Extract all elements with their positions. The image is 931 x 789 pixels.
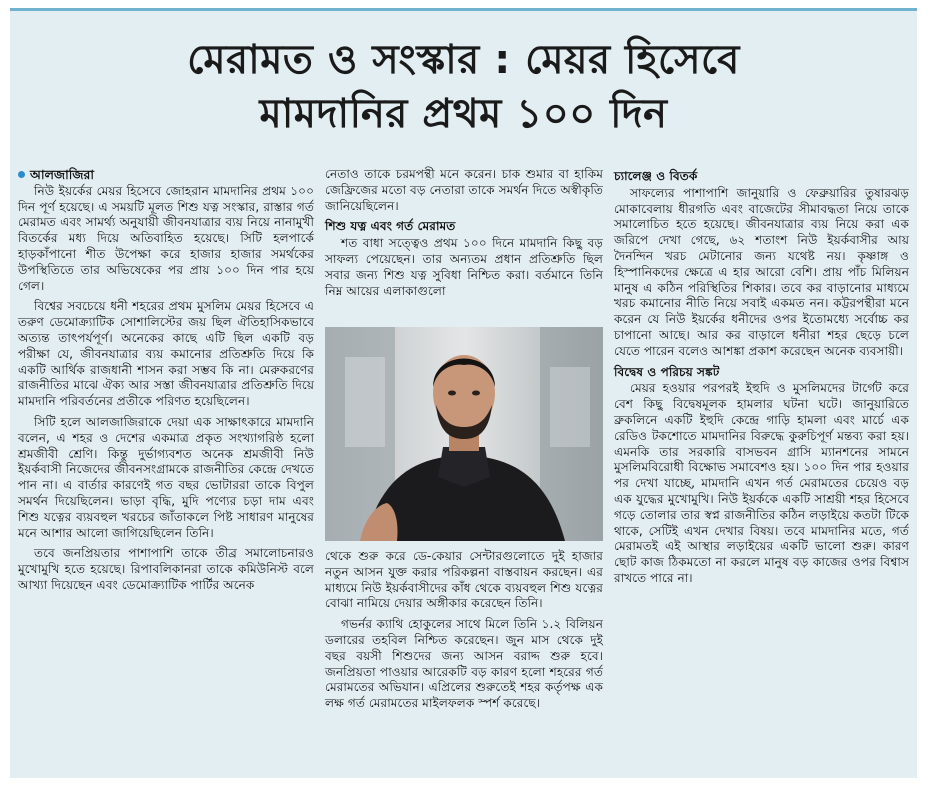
paragraph: থেকে শুরু করে ডে-কেয়ার সেন্টারগুলোতে দুই হাজার নতুন আসন যুক্ত করার পরিকল্পনা বাস্তবায়ন করছেন। এর মাধ্যমে নিউ ইয়র্কবাসীদের কাঁধ থেকে ব্যয়বহুল শিশু যত্নের বোঝা নামিয়ে দেয়ার অঙ্গীকার করেছেন তিনি। [325,549,603,611]
portrait-image [325,327,603,541]
headline [10,33,917,141]
column-1 [18,167,314,599]
paragraph: তবে জনপ্রিয়তার পাশাপাশি তাকে তীব্র সমালোচনারও মুখোমুখি হতে হয়েছে। রিপাবলিকানরা তাকে কমিউনিস্ট বলে আখ্যা দিয়েছেন এবং ডেমোক্র্যাটিক পার্টির অনেক [18,546,314,592]
headline-line-1: মেরামত ও সংস্কার : মেয়র হিসেবে [187,37,740,83]
paragraph: সাফল্যের পাশাপাশি জানুয়ারি ও ফেব্রুয়ারির তুষারঝড় মোকাবেলায় ধীরগতি এবং বাজেটের সীমাবদ্ধতা নিয়ে তাকে সমালোচিত হতে হয়েছে। জীবনযাত্রার ব্যয় নিয়ে করা এক জরিপে দেখা গেছে, ৬২ শতাংশ নিউ ইয়র্কবাসীর আয় দৈনন্দিন খরচ মেটানোর জন্য যথেষ্ট নয়। কৃষ্ণাঙ্গ ও হিস্পানিকদের ক্ষেত্রে এ হার আরো বেশি। প্রায় পাঁচ মিলিয়ন মানুষ এ কঠিন পরিস্থিতির শিকার। তবে কর বাড়ানোর মাধ্যমে খরচ কমানোর নীতি নিয়ে সবাই একমত নন। কট্টরপন্থীরা মনে করেন যে নিউ ইয়র্কের ধনীদের ওপর ইতোমধ্যে সর্বোচ্চ কর চাপানো আছে। আর কর বাড়ালে ধনীরা শহর ছেড়ে চলে যেতে পারেন বলেও আশঙ্কা প্রকাশ করেছেন অনেক ব্যবসায়ী। [614,185,909,358]
paragraph: শত বাধা সত্ত্বেও প্রথম ১০০ দিনে মামদানি কিছু বড় সাফল্য পেয়েছেন। তার অন্যতম প্রধান প্রতিশ্রুতি ছিল সবার জন্য শিশু যত্ন সুবিধা নিশ্চিত করা। বর্তমানে তিনি নিম্ন আয়ের এলাকাগুলো [325,236,603,298]
mayor-photo [325,327,603,541]
subheading-challenges: চ্যালেঞ্জ ও বিতর্ক [614,169,698,183]
byline-source: আলজাজিরা [30,167,94,182]
byline [18,167,314,183]
subheading-hate-identity: বিদ্বেষ ও পরিচয় সঙ্কট [614,364,720,379]
subheading-childcare: শিশু যত্ন এবং গর্ত মেরামত [325,219,456,234]
column-3 [614,167,909,592]
paragraph: নিউ ইয়র্কের মেয়র হিসেবে জোহরান মামদানির প্রথম ১০০ দিন পূর্ণ হয়েছে। এ সময়টি মূলত শিশু যত্ন সংস্কার, রাস্তার গর্ত মেরামত এবং সামর্থ্য অনুযায়ী জীবনযাত্রার ব্যয় নিয়ে নানামুখী বিতর্কের মধ্য দিয়ে অতিবাহিত হয়েছে। সিটি হলপার্কে হাড়কাঁপানো শীত উপেক্ষা করে হাজার হাজার সমর্থকের উপস্থিতিতে তার অভিষেকের পর প্রায় ১০০ দিন পার হয়ে গেল। [18,183,314,293]
paragraph: নেতাও তাকে চরমপন্থী মনে করেন। চাক শুমার বা হাকিম জেফ্রিজের মতো বড় নেতারা তাকে সমর্থন দিতে অস্বীকৃতি জানিয়েছিলেন। [325,167,603,213]
paragraph: গভর্নর ক্যাথি হোকুলের সাথে মিলে তিনি ১.২ বিলিয়ন ডলারের তহবিল নিশ্চিত করেছেন। জুন মাস থেকে দুই বছর বয়সী শিশুদের জন্য আসন বরাদ্দ শুরু হবে। জনপ্রিয়তা পাওয়ার আরেকটি বড় কারণ হলো শহরের গর্ত মেরামতের অভিযান। এপ্রিলের শুরুতেই শহর কর্তৃপক্ষ এক লক্ষ গর্ত মেরামতের মাইলফলক স্পর্শ করেছে। [325,617,603,711]
paragraph: সিটি হলে আলজাজিরাকে দেয়া এক সাক্ষাৎকারে মামদানি বলেন, এ শহর ও দেশের একমাত্র প্রকৃত সংখ্যাগরিষ্ঠ হলো শ্রমজীবী শ্রেণি। কিন্তু দুর্ভাগ্যবশত অনেক শ্রমজীবী নিউ ইয়র্কবাসী নিজেদের জীবনসংগ্রামকে রাজনীতির কেন্দ্রে দেখতে পান না। এ বার্তার কারণেই গত বছর ভোটাররা তাকে বিপুল সমর্থন দিয়েছিলেন। ভাড়া বৃদ্ধি, মুদি পণ্যের চড়া দাম এবং শিশু যত্নের ব্যয়বহুল খরচের জাঁতাকলে পিষ্ট সাধারণ মানুষের মনে আশার আলো জাগিয়েছিলেন তিনি। [18,414,314,540]
newspaper-clipping [10,8,917,778]
column-2-bottom [325,549,603,717]
headline-line-2: মামদানির প্রথম ১০০ দিন [259,91,668,137]
paragraph: বিশ্বের সবচেয়ে ধনী শহরের প্রথম মুসলিম মেয়র হিসেবে এ তরুণ ডেমোক্র্যাটিক সোশালিস্টের জয় ছিল ঐতিহাসিকভাবে অত্যন্ত তাৎপর্যপূর্ণ। অনেকের কাছে এটি ছিল একটি বড় পরীক্ষা যে, জীবনযাত্রার ব্যয় কমানোর প্রতিশ্রুতি দিয়ে কি একটি আর্থিক রাজধানী শাসন করা সম্ভব কি না। মেরুকরণের রাজনীতির মাঝে ঐক্য আর সস্তা জীবনযাত্রার প্রতিশ্রুতি দিয়ে মামদানি পরিবর্তনের প্রতীকে পরিণত হয়েছিলেন। [18,299,314,409]
column-2-top [325,167,603,304]
bullet-dot-icon [18,171,25,178]
paragraph: মেয়র হওয়ার পরপরই ইহুদি ও মুসলিমদের টার্গেট করে বেশ কিছু বিদ্বেষমূলক হামলার ঘটনা ঘটে। জানুয়ারিতে ব্রুকলিনে একটি ইহুদি কেন্দ্রে গাড়ি হামলা এবং মার্চে এক রেডিও টকশোতে মামদানির বিরুদ্ধে কুরুচিপূর্ণ মন্তব্য করা হয়। এমনকি তার সরকারি বাসভবন গ্রাসি ম্যানশনের সামনে মুসলিমবিরোধী বিক্ষোভ সমাবেশও হয়। ১০০ দিন পার হওয়ার পর দেখা যাচ্ছে, মামদানি এখন গর্ত মেরামতের চেয়েও বড় এক যুদ্ধের মুখোমুখি। নিউ ইয়র্ককে একটি সাশ্রয়ী শহর হিসেবে গড়ে তোলার তার স্বপ্ন রাজনীতির কঠিন লড়াইয়ে কতটা টিকে থাকে, সেটিই এখন দেখার বিষয়। তবে মামদানির মতে, গর্ত মেরামতই এই আস্থার লড়াইয়ের একটি ভালো শুরু। কারণ ছোট কাজ ঠিকমতো না করলে মানুষ বড় কাজের ওপর বিশ্বাস রাখতে পারে না। [614,381,909,585]
